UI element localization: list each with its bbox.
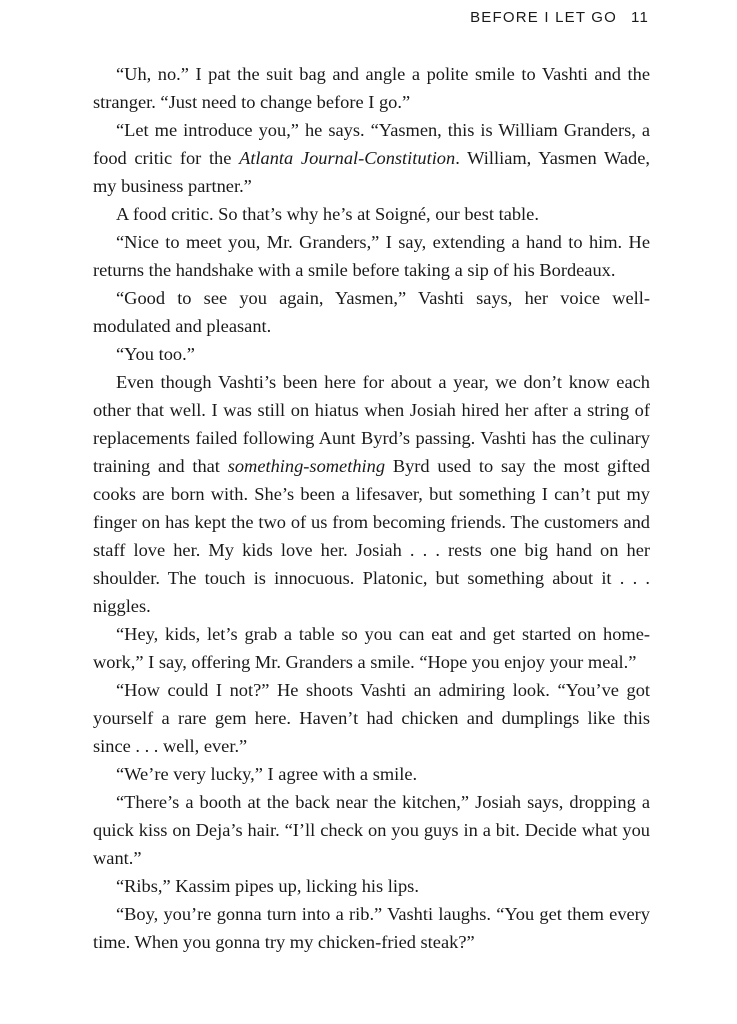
text-run: Even though Vashti’s been here for about a year, we don’t know each other that well. I was still on hiatus when Josiah hired her after a string of replacements failed following Aunt Byrd’s passing. Vashti has the culinary training and that — [93, 372, 650, 476]
text-run: Byrd used to say the most gifted cooks are born with. She’s been a lifesaver, but something I can’t put my finger on has kept the two of us from becoming friends. The customers and staff love her. My kids love her. Josiah . . . rests one big hand on her shoulder. The touch is innocuous. Platonic, but something about it . . . niggles. — [93, 456, 650, 616]
paragraph — [93, 116, 650, 200]
text-run: . William, Yasmen Wade, my business partner.” — [93, 148, 651, 196]
publication-title: Atlanta Journal-Constitution — [239, 148, 456, 168]
paragraph: “Hey, kids, let’s grab a table so you can eat and get started on home-work,” I say, offering Mr. Granders a smile. “Hope you enjoy your meal.” — [93, 624, 650, 672]
paragraph: “We’re very lucky,” I agree with a smile. — [116, 764, 418, 784]
emphasis: something-something — [227, 456, 386, 476]
page-number: 11 — [631, 9, 649, 26]
book-title: BEFORE I LET GO — [470, 9, 618, 26]
body-text — [93, 60, 650, 956]
paragraph: A food critic. So that’s why he’s at Soigné, our best table. — [116, 204, 539, 224]
paragraph: “There’s a booth at the back near the kitchen,” Josiah says, dropping a quick kiss on Deja’s hair. “I’ll check on you guys in a bit. Decide what you want.” — [93, 792, 650, 868]
paragraph: “Ribs,” Kassim pipes up, licking his lips. — [116, 876, 419, 896]
paragraph: “You too.” — [116, 344, 195, 364]
paragraph: “Good to see you again, Yasmen,” Vashti says, her voice well-modulated and pleasant. — [93, 288, 650, 336]
paragraph — [93, 368, 650, 620]
paragraph: “Nice to meet you, Mr. Granders,” I say, extending a hand to him. He returns the handshake with a smile before taking a sip of his Bordeaux. — [93, 232, 650, 280]
running-head — [470, 9, 649, 26]
paragraph: “Uh, no.” I pat the suit bag and angle a polite smile to Vashti and the stranger. “Just need to change before I go.” — [93, 64, 650, 112]
paragraph: “How could I not?” He shoots Vashti an admiring look. “You’ve got yourself a rare gem here. Haven’t had chicken and dumplings like this since . . . well, ever.” — [93, 680, 650, 756]
text-run: “Let me introduce you,” he says. “Yasmen, this is William Granders, a food critic for the — [93, 120, 650, 168]
paragraph: “Boy, you’re gonna turn into a rib.” Vashti laughs. “You get them every time. When you gonna try my chicken-fried steak?” — [93, 904, 650, 952]
